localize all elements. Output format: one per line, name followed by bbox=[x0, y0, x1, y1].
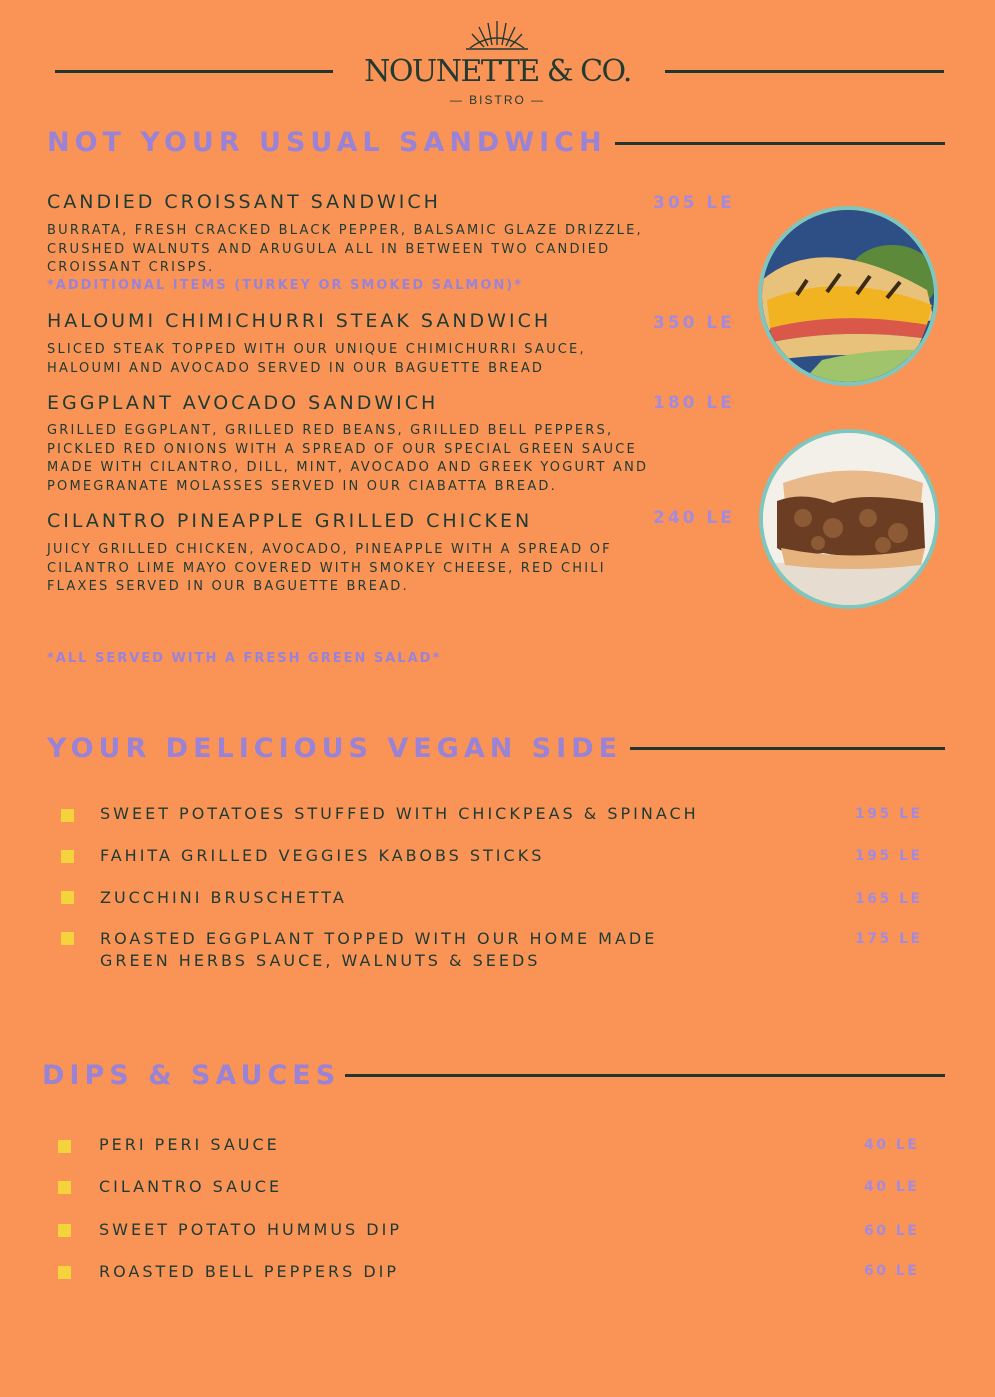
header-rule-right bbox=[665, 70, 944, 73]
sun-rays-icon bbox=[462, 18, 532, 52]
bullet-icon bbox=[61, 809, 74, 822]
item-desc-candied-croissant: BURRATA, FRESH CRACKED BLACK PEPPER, BALSAMIC GLAZE DRIZZLE, CRUSHED WALNUTS AND ARUGULA ALL IN BETWEEN TWO CANDIED CROISSANT CRISPS. bbox=[47, 223, 643, 275]
item-price-eggplant-avocado: 180 LE bbox=[653, 393, 735, 413]
dip-price-bell-peppers: 60 LE bbox=[864, 1263, 920, 1279]
sandwich-photo-grilled bbox=[758, 206, 938, 386]
section-rule-dips bbox=[345, 1074, 945, 1077]
section-title-sandwiches: NOT YOUR USUAL SANDWICH bbox=[47, 127, 607, 158]
section-title-dips: DIPS & SAUCES bbox=[42, 1060, 341, 1091]
bullet-icon bbox=[61, 932, 74, 945]
item-price-cilantro-chicken: 240 LE bbox=[653, 508, 735, 528]
dip-item-bell-peppers: ROASTED BELL PEPPERS DIP bbox=[99, 1262, 400, 1281]
logo-subtitle: — BISTRO — bbox=[449, 93, 546, 107]
item-price-haloumi-steak: 350 LE bbox=[653, 313, 735, 333]
item-note-candied-croissant: *ADDITIONAL ITEMS (TURKEY OR SMOKED SALMON)* bbox=[47, 278, 523, 293]
vegan-price-zucchini: 165 LE bbox=[855, 891, 923, 907]
item-name-eggplant-avocado: EGGPLANT AVOCADO SANDWICH bbox=[47, 392, 439, 414]
item-price-candied-croissant: 305 LE bbox=[653, 193, 735, 213]
vegan-item-fahita-kabobs: FAHITA GRILLED VEGGIES KABOBS STICKS bbox=[100, 846, 545, 865]
item-desc-cilantro-chicken: JUICY GRILLED CHICKEN, AVOCADO, PINEAPPLE WITH A SPREAD OF CILANTRO LIME MAYO COVERED WITH SMOKEY CHEESE, RED CHILI FLAXES SERVED IN OUR BAGUETTE BREAD. bbox=[47, 542, 612, 594]
bullet-icon bbox=[58, 1140, 71, 1153]
header-rule-left bbox=[55, 70, 333, 73]
dip-price-peri-peri: 40 LE bbox=[864, 1137, 920, 1153]
item-name-cilantro-chicken: CILANTRO PINEAPPLE GRILLED CHICKEN bbox=[47, 510, 533, 532]
vegan-price-fahita-kabobs: 195 LE bbox=[855, 848, 923, 864]
dip-price-hummus: 60 LE bbox=[864, 1223, 920, 1239]
item-desc-eggplant-avocado: GRILLED EGGPLANT, GRILLED RED BEANS, GRILLED BELL PEPPERS, PICKLED RED ONIONS WITH A SPREAD OF OUR SPECIAL GREEN SAUCE MADE WITH CILANTRO, DILL, MINT, AVOCADO AND GREEK YOGURT AND POMEGRANATE MOLASSES SERVED IN OUR CIABATTA BREAD. bbox=[47, 423, 649, 494]
dip-item-peri-peri: PERI PERI SAUCE bbox=[99, 1135, 280, 1154]
item-name-candied-croissant: CANDIED CROISSANT SANDWICH bbox=[47, 191, 441, 213]
vegan-item-zucchini: ZUCCHINI BRUSCHETTA bbox=[100, 888, 347, 907]
vegan-price-sweet-potatoes: 195 LE bbox=[855, 806, 923, 822]
logo-name: NOUNETTE & CO. bbox=[364, 54, 631, 89]
vegan-item-roasted-eggplant: ROASTED EGGPLANT TOPPED WITH OUR HOME MADE GREEN HERBS SAUCE, WALNUTS & SEEDS bbox=[100, 929, 658, 970]
sandwich-photo-steak bbox=[759, 429, 939, 609]
sandwich-footnote: *ALL SERVED WITH A FRESH GREEN SALAD* bbox=[47, 651, 442, 666]
section-rule-sandwiches bbox=[615, 142, 945, 145]
bullet-icon bbox=[61, 850, 74, 863]
vegan-price-roasted-eggplant: 175 LE bbox=[855, 931, 923, 947]
dip-item-hummus: SWEET POTATO HUMMUS DIP bbox=[99, 1220, 402, 1239]
bullet-icon bbox=[58, 1224, 71, 1237]
section-rule-vegan bbox=[630, 747, 945, 750]
item-name-haloumi-steak: HALOUMI CHIMICHURRI STEAK SANDWICH bbox=[47, 310, 552, 332]
bullet-icon bbox=[58, 1266, 71, 1279]
section-title-vegan: YOUR DELICIOUS VEGAN SIDE bbox=[47, 733, 623, 764]
item-desc-haloumi-steak: SLICED STEAK TOPPED WITH OUR UNIQUE CHIMICHURRI SAUCE, HALOUMI AND AVOCADO SERVED IN OUR BAGUETTE BREAD bbox=[47, 342, 586, 376]
bullet-icon bbox=[58, 1181, 71, 1194]
vegan-item-sweet-potatoes: SWEET POTATOES STUFFED WITH CHICKPEAS & SPINACH bbox=[100, 804, 699, 823]
dip-price-cilantro: 40 LE bbox=[864, 1179, 920, 1195]
dip-item-cilantro: CILANTRO SAUCE bbox=[99, 1177, 283, 1196]
bullet-icon bbox=[61, 891, 74, 904]
